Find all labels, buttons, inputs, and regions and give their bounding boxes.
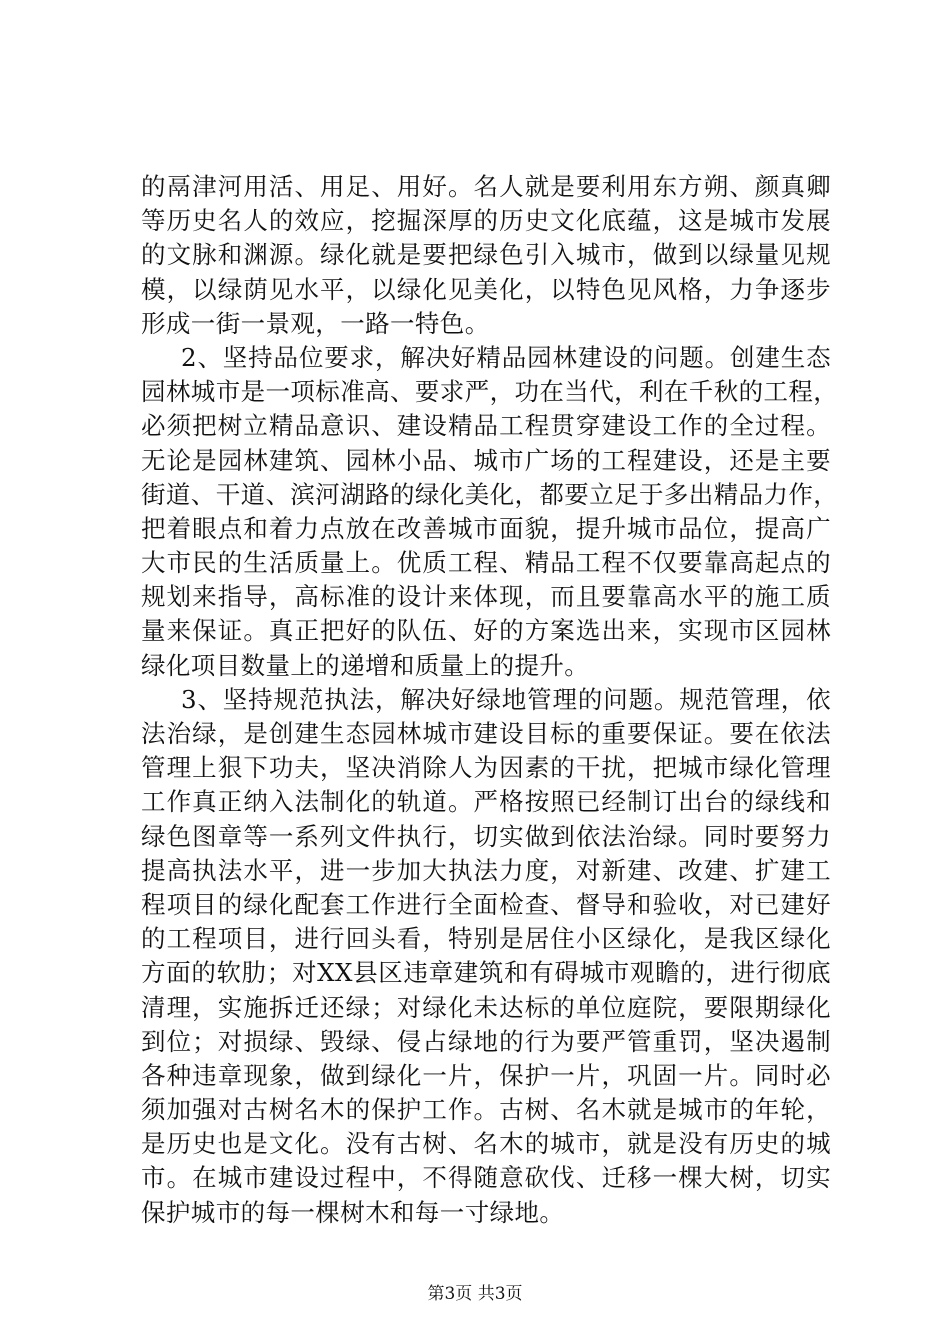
text-line: 无论是园林建筑、园林小品、城市广场的工程建设，还是主要 [141,445,831,475]
text-line: 工作真正纳入法制化的轨道。严格按照已经制订出台的绿线和 [141,787,831,817]
text-line: 的鬲津河用活、用足、用好。名人就是要利用东方朔、颜真卿 [141,172,831,201]
text-line: 街道、干道、滨河湖路的绿化美化，都要立足于多出精品力作， [141,479,839,509]
text-line: 3、坚持规范执法，解决好绿地管理的问题。规范管理，依 [181,684,831,714]
text-line: 法治绿，是创建生态园林城市建设目标的重要保证。要在依法 [141,719,831,748]
text-line: 园林城市是一项标准高、要求严，功在当代，利在千秋的工程， [141,377,839,407]
text-line: 须加强对古树名木的保护工作。古树、名木就是城市的年轮， [141,1095,831,1125]
text-line: 2、坚持品位要求，解决好精品园林建设的问题。创建生态 [181,342,831,372]
text-line: 到位；对损绿、毁绿、侵占绿地的行为要严管重罚，坚决遏制 [141,1026,831,1056]
text-line: 的文脉和渊源。绿化就是要把绿色引入城市，做到以绿量见规 [141,240,831,270]
text-line: 模，以绿荫见水平，以绿化见美化，以特色见风格，力争逐步 [141,274,831,304]
text-line: 程项目的绿化配套工作进行全面检查、督导和验收，对已建好 [141,889,831,919]
text-line: 必须把树立精品意识、建设精品工程贯穿建设工作的全过程。 [141,411,831,441]
text-line: 量来保证。真正把好的队伍、好的方案选出来，实现市区园林 [141,616,831,646]
text-line: 方面的软肋；对XX县区违章建筑和有碍城市观瞻的，进行彻底 [141,958,831,988]
text-line: 大市民的生活质量上。优质工程、精品工程不仅要靠高起点的 [141,548,831,578]
page-footer: 第3页 共3页 [427,1284,523,1304]
text-line: 规划来指导，高标准的设计来体现，而且要靠高水平的施工质 [141,582,831,612]
text-line: 清理，实施拆迁还绿；对绿化未达标的单位庭院，要限期绿化 [141,992,831,1022]
text-line: 形成一街一景观，一路一特色。 [141,308,490,338]
text-line: 提高执法水平，进一步加大执法力度，对新建、改建、扩建工 [141,855,831,885]
text-line: 是历史也是文化。没有古树、名木的城市，就是没有历史的城 [141,1129,831,1159]
text-line: 保护城市的每一棵树木和每一寸绿地。 [141,1197,565,1227]
text-line: 等历史名人的效应，挖掘深厚的历史文化底蕴，这是城市发展 [141,206,831,236]
body-text [141,170,839,1230]
text-line: 的工程项目，进行回头看，特别是居住小区绿化，是我区绿化 [141,924,831,954]
text-line: 各种违章现象，做到绿化一片，保护一片，巩固一片。同时必 [141,1060,831,1090]
text-line: 管理上狠下功夫，坚决消除人为因素的干扰，把城市绿化管理 [141,753,831,783]
text-line: 绿色图章等一系列文件执行，切实做到依法治绿。同时要努力 [141,821,831,851]
text-line: 把着眼点和着力点放在改善城市面貌，提升城市品位，提高广 [141,513,831,543]
text-line: 市。在城市建设过程中，不得随意砍伐、迁移一棵大树，切实 [141,1163,831,1193]
text-line: 绿化项目数量上的递增和质量上的提升。 [141,650,590,680]
